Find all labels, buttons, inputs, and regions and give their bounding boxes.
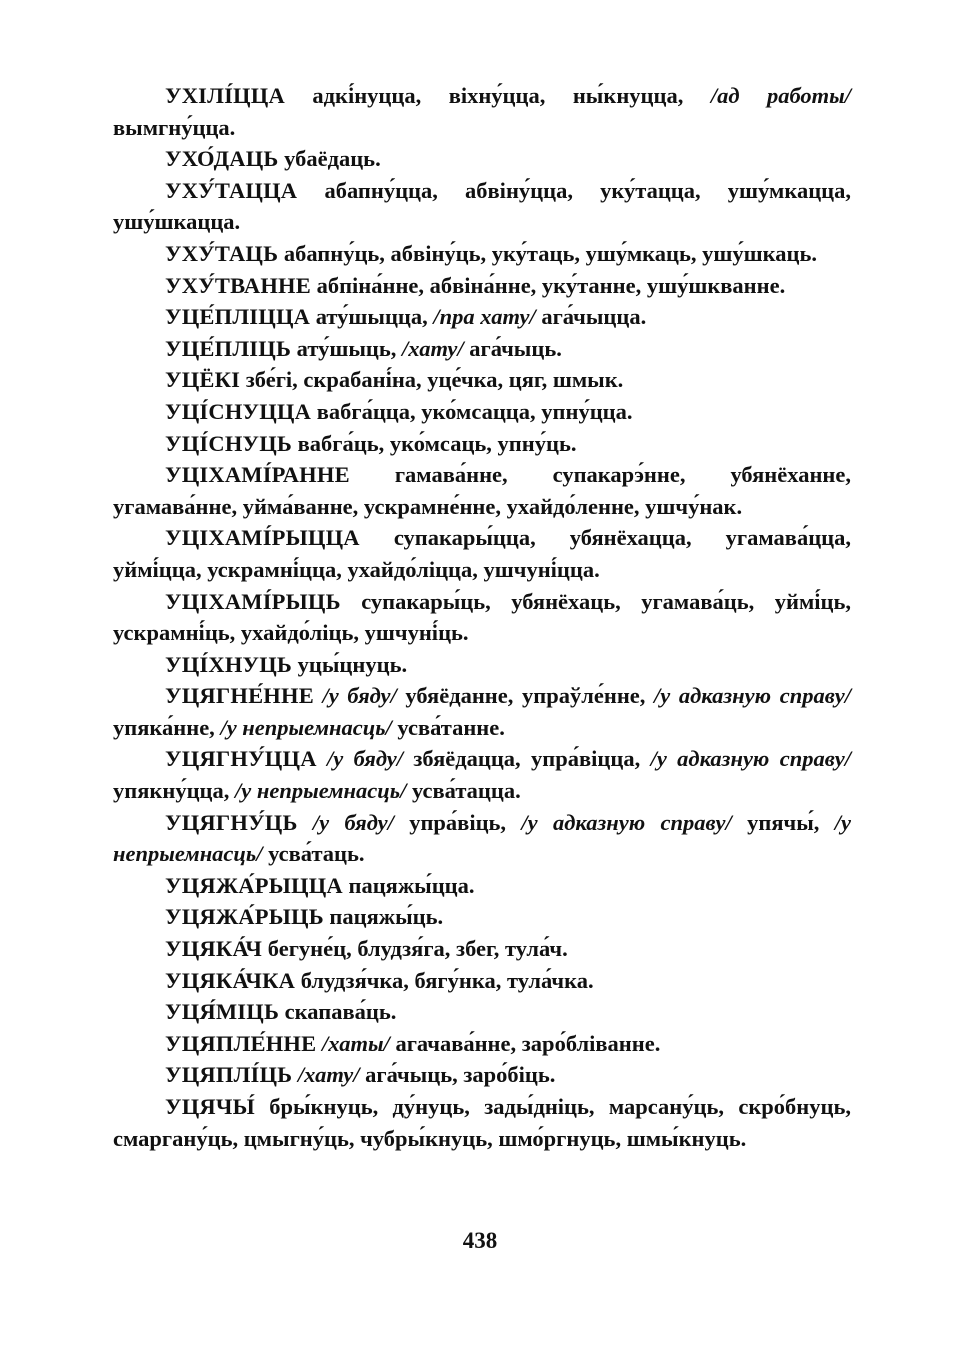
usage-note: /пра хату/	[433, 304, 536, 330]
dictionary-entry	[113, 459, 851, 522]
usage-note: /у непрыемнасць/	[235, 778, 407, 804]
synonym-list: упячы́,	[731, 809, 835, 835]
dictionary-entry	[113, 175, 851, 238]
entry-headword: УЦЯКА́Ч	[165, 936, 263, 962]
entry-headword: УЦІХАМІ́РЫЦЦА	[165, 525, 360, 551]
synonym-list: вабга́ць, уко́мсаць, упну́ць.	[297, 430, 577, 456]
entry-headword: УЦЯПЛІ́ЦЬ	[165, 1062, 293, 1088]
dictionary-entry	[113, 396, 851, 428]
entry-headword: УЦІ́СНУЦЬ	[165, 430, 293, 456]
usage-note: /хату/	[297, 1062, 360, 1088]
entry-headword: УЦЯ́МІЦЬ	[165, 999, 280, 1025]
usage-note: /у адказную справу/	[650, 746, 852, 772]
dictionary-entry	[113, 680, 851, 743]
synonym-list: бегуне́ц, блудзя́га, збег, тула́ч.	[267, 936, 568, 962]
synonym-list: уцы́цнуць.	[297, 651, 408, 677]
synonym-list: ага́чыцца.	[535, 304, 647, 330]
synonym-list: вымгну́цца.	[113, 114, 236, 140]
synonym-list: блудзя́чка, бягу́нка, тула́чка.	[300, 967, 594, 993]
entry-headword: УЦЯЖА́РЫЦЦА	[165, 872, 343, 898]
dictionary-entry	[113, 270, 851, 302]
dictionary-entry	[113, 807, 851, 870]
entry-headword: УХІЛІ́ЦЦА	[165, 83, 285, 108]
entry-headword: УЦІХАМІ́РЫЦЬ	[165, 588, 341, 614]
synonym-list: ага́чыць.	[463, 335, 562, 361]
synonym-list: пацяжы́ць.	[329, 904, 444, 930]
synonym-list: абапну́цца, абвіну́цца, уку́тацца, ушу́мкацца, ушу́шкацца.	[113, 177, 852, 235]
synonym-list: убаёдаць.	[284, 146, 381, 172]
synonym-list: ату́шыць,	[296, 335, 403, 361]
synonym-list: упра́віць,	[393, 809, 522, 835]
dictionary-entry	[113, 965, 851, 997]
entry-headword: УЦЯГНЕ́ННЕ	[165, 683, 314, 709]
usage-note: /ад работы/	[710, 83, 851, 108]
synonym-list: упякну́цца,	[113, 778, 235, 804]
dictionary-entry	[113, 364, 851, 396]
synonym-list: вабга́цца, уко́мсацца, упну́цца.	[316, 398, 633, 424]
synonym-list: убяёданне, упраўле́нне,	[396, 683, 655, 709]
dictionary-entry	[113, 586, 851, 649]
synonym-list: агачава́нне, заро́бліванне.	[389, 1030, 661, 1056]
synonym-list: усва́таць.	[262, 841, 365, 867]
usage-note: /у непрыемнасць/	[220, 714, 392, 740]
usage-note: /у адказную справу/	[654, 683, 852, 709]
dictionary-entry	[113, 743, 851, 806]
synonym-list: збяёдацца, упра́віцца,	[402, 746, 651, 772]
synonym-list: гамава́нне, супакарэ́нне, убянёханне, угамава́нне, уйма́ванне, ускрамне́нне, ухайдо́ленне, ушчу́нак.	[113, 462, 851, 519]
entry-headword: УЦЕ́ПЛІЦЬ	[165, 335, 292, 361]
usage-note: /у адказную справу/	[521, 809, 732, 835]
synonym-list: супакары́цца, убянёхацца, угамава́цца, уймі́цца, ускрамні́цца, ухайдо́ліцца, ушчуні́цца.	[113, 525, 851, 582]
synonym-list: ату́шыцца,	[315, 304, 434, 330]
usage-note: /у непрыемнасць/	[113, 809, 851, 867]
entry-headword: УЦЕ́ПЛІЦЦА	[165, 304, 311, 330]
synonym-list: абапну́ць, абвіну́ць, уку́таць, ушу́мкаць, ушу́шкаць.	[283, 240, 817, 266]
synonym-list: усва́танне.	[391, 714, 505, 740]
entry-headword: УЦІ́СНУЦЦА	[165, 398, 312, 424]
dictionary-entry	[113, 428, 851, 460]
usage-note: /у бяду/	[322, 683, 397, 709]
entry-headword: УЦЯГНУ́ЦЦА	[165, 746, 317, 772]
dictionary-page	[113, 80, 851, 1154]
usage-note: /хаты/	[321, 1030, 390, 1056]
entry-headword: УХО́ДАЦЬ	[165, 146, 279, 172]
synonym-list: упяка́нне,	[113, 714, 221, 740]
entry-headword: УЦЯЧЫ́	[165, 1094, 255, 1119]
synonym-list: бры́кнуць, ду́нуць, зады́дніць, марсану́ць, скро́бнуць, смаргану́ць, цмыгну́ць, чубры́кнуць, шмо́ргнуць, шмы́кнуць.	[113, 1094, 852, 1151]
dictionary-entry	[113, 238, 851, 270]
dictionary-entry	[113, 649, 851, 681]
synonym-list: адкі́нуцца, віхну́цца, ны́кнуцца,	[312, 83, 711, 108]
synonym-list: усва́тацца.	[406, 778, 521, 804]
dictionary-entry	[113, 933, 851, 965]
dictionary-entry	[113, 1059, 851, 1091]
entry-headword: УЦЁКІ	[165, 367, 241, 393]
dictionary-entry	[113, 996, 851, 1028]
synonym-list: збе́гі, скрабані́на, уце́чка, цяг, шмык.	[245, 367, 624, 393]
dictionary-entry	[113, 1028, 851, 1060]
dictionary-entry	[113, 333, 851, 365]
entry-headword: УЦЯЖА́РЫЦЬ	[165, 904, 324, 930]
synonym-list: ага́чыць, заро́біць.	[359, 1062, 556, 1088]
dictionary-entry	[113, 870, 851, 902]
synonym-list: скапава́ць.	[284, 999, 397, 1025]
entry-headword: УХУ́ТАЦЦА	[165, 177, 298, 203]
page-number: 438	[462, 1228, 498, 1253]
synonym-list: пацяжы́цца.	[348, 872, 475, 898]
synonym-list: супакары́ць, убянёхаць, угамава́ць, уймі́ць, ускрамні́ць, ухайдо́ліць, ушчуні́ць.	[113, 588, 852, 646]
usage-note: /у бяду/	[312, 809, 394, 835]
entry-headword: УХУ́ТАЦЬ	[165, 240, 279, 266]
synonym-list: абпіна́нне, абвіна́нне, уку́танне, ушу́шкванне.	[316, 272, 786, 298]
usage-note: /у бяду/	[327, 746, 403, 772]
entry-headword: УЦЯПЛЕ́ННЕ	[165, 1030, 317, 1056]
dictionary-entry	[113, 1091, 851, 1154]
dictionary-entry	[113, 143, 851, 175]
entry-headword: УЦЯКА́ЧКА	[165, 967, 296, 993]
dictionary-entry	[113, 522, 851, 585]
entry-headword: УЦІ́ХНУЦЬ	[165, 651, 293, 677]
dictionary-entry	[113, 301, 851, 333]
entry-headword: УЦЯГНУ́ЦЬ	[165, 809, 298, 835]
dictionary-entry	[113, 80, 851, 143]
entry-headword: УХУ́ТВАННЕ	[165, 272, 311, 298]
entry-headword: УЦІХАМІ́РАННЕ	[165, 462, 350, 488]
dictionary-entry	[113, 901, 851, 933]
usage-note: /хату/	[402, 335, 464, 361]
